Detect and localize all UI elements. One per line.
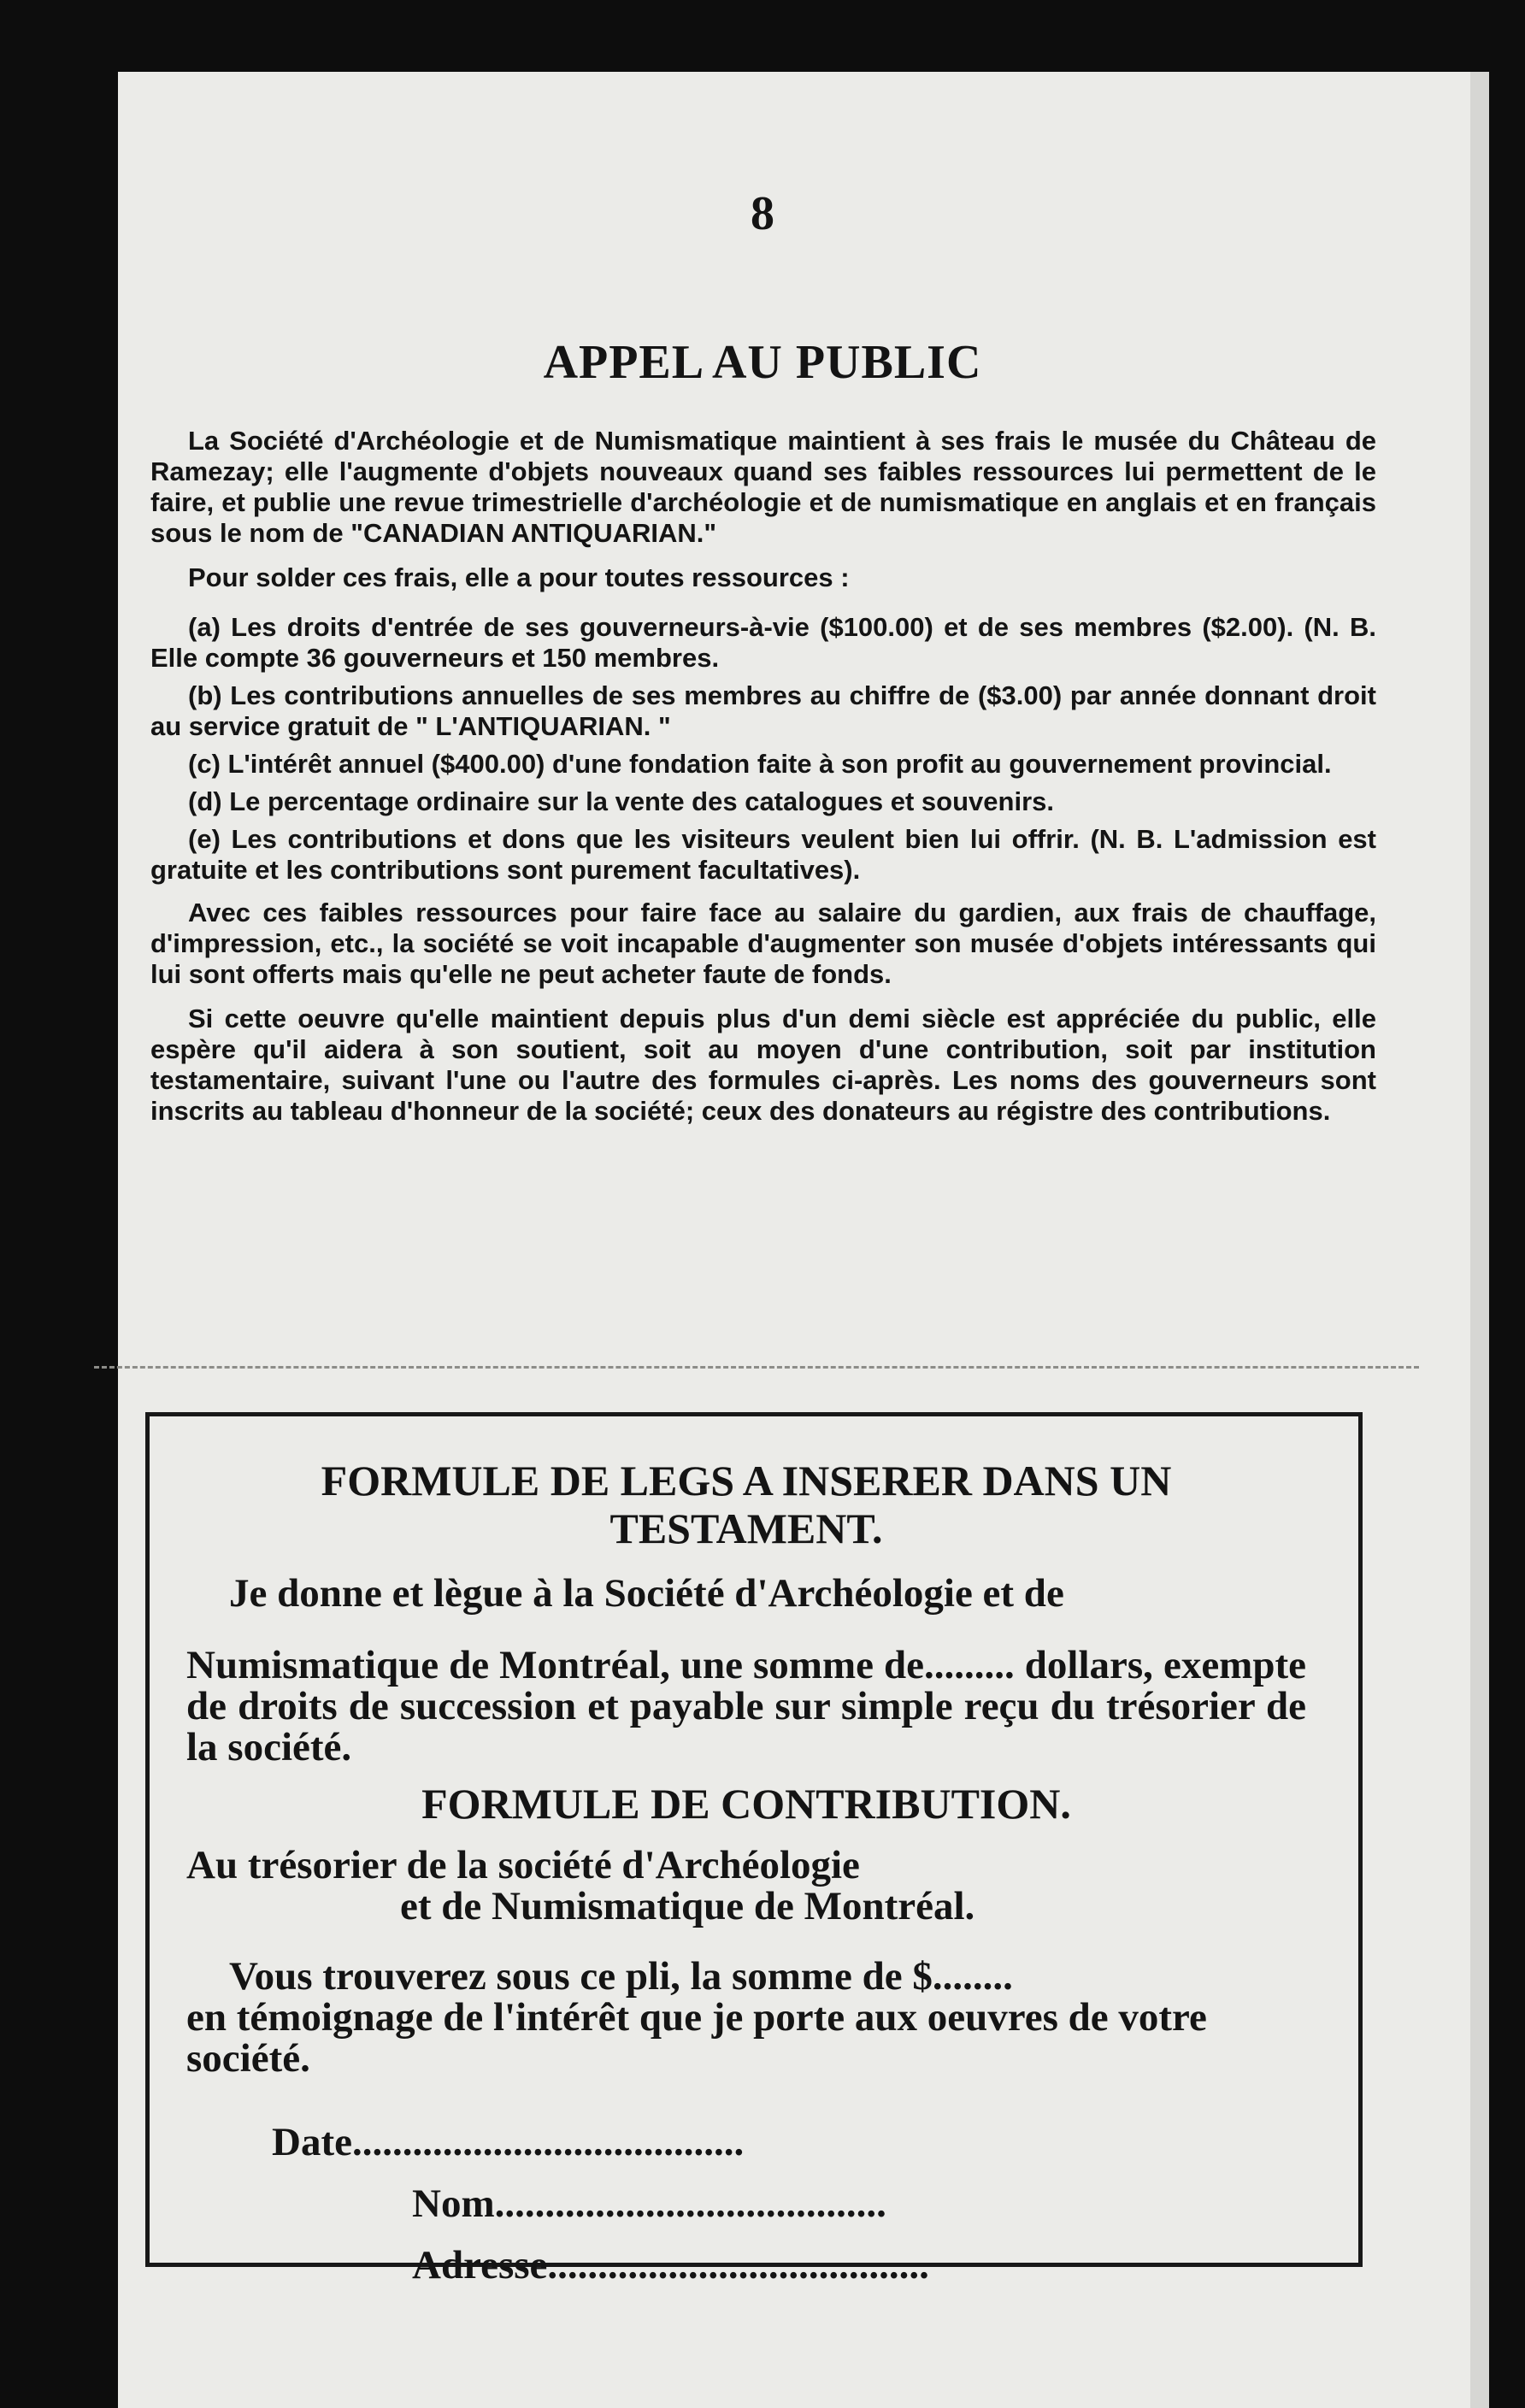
intro-paragraph: La Société d'Archéologie et de Numismatique maintient à ses frais le musée du Château de Ramezay; elle l'augmente d'objets nouveaux quand ses faibles ressources lui permettent de le faire, et publie une revue trimestrielle d'archéologie et de numismatique en anglais et en français sous le nom de "CANADIAN ANTIQUARIAN." — [150, 426, 1376, 548]
page-title: APPEL AU PUBLIC — [543, 336, 982, 389]
resource-item-d: (d) Le percentage ordinaire sur la vente des catalogues et souvenirs. — [188, 786, 1054, 816]
resources-intro: Pour solder ces frais, elle a pour toutes ressources : — [188, 562, 850, 592]
cut-line — [94, 1366, 1419, 1369]
resource-item-b: (b) Les contributions annuelles de ses membres au chiffre de ($3.00) par année donnant droit au service gratuit de " L'ANTIQUARIAN. " — [150, 680, 1376, 741]
contribution-text-line1: Vous trouverez sous ce pli, la somme de $........ — [229, 1954, 1013, 1999]
bequest-text-rest: Numismatique de Montréal, une somme de......... dollars, exempte de droits de succession et payable sur simple reçu du trésorier de la société. — [186, 1643, 1306, 1769]
resource-item-c: (c) L'intérêt annuel ($400.00) d'une fondation faite à son profit au gouvernement provincial. — [188, 749, 1332, 779]
bequest-form-content — [186, 1457, 1306, 2306]
bequest-form-title: FORMULE DE LEGS A INSERER DANS UN TESTAMENT. — [321, 1457, 1172, 1552]
addressee-line2: et de Numismatique de Montréal. — [400, 1884, 975, 1928]
name-field: Nom....................................... — [412, 2181, 886, 2226]
contribution-text — [186, 1956, 1306, 2079]
means-paragraph: Avec ces faibles ressources pour faire face au salaire du gardien, aux frais de chauffage, d'impression, etc., la société se voit incapable d'augmenter son musée d'objets intéressants qui lui sont offerts mais qu'elle ne peut acheter faute de fonds. — [150, 898, 1376, 989]
appeal-paragraph: Si cette oeuvre qu'elle maintient depuis plus d'un demi siècle est appréciée du public, elle espère qu'il aidera à son soutient, soit au moyen d'une contribution, soit par institution testamentaire, suivant l'une ou l'autre des formules ci-après. Les noms des gouverneurs sont inscrits au tableau d'honneur de la société; ceux des donateurs au régistre des contributions. — [150, 1004, 1376, 1126]
bequest-text-line1: Je donne et lègue à la Société d'Archéologie et de — [229, 1571, 1064, 1616]
addressee-line1: Au trésorier de la société d'Archéologie — [186, 1843, 860, 1887]
page-number: 8 — [751, 187, 774, 240]
contribution-text-rest: en témoignage de l'intérêt que je porte aux oeuvres de votre société. — [186, 1995, 1207, 2081]
resource-item-a: (a) Les droits d'entrée de ses gouverneurs-à-vie ($100.00) et de ses membres ($2.00). (N. B. Elle compte 36 gouverneurs et 150 membres. — [150, 612, 1376, 673]
appeal-body — [150, 426, 1376, 1140]
contribution-form-title: FORMULE DE CONTRIBUTION. — [421, 1780, 1071, 1828]
date-field: Date....................................... — [272, 2120, 745, 2164]
page-edge — [1470, 72, 1489, 2408]
resource-item-e: (e) Les contributions et dons que les visiteurs veulent bien lui offrir. (N. B. L'admission est gratuite et les contributions sont purement facultatives). — [150, 824, 1376, 885]
bequest-form-text — [186, 1573, 1306, 1768]
address-field: Adresse...................................... — [412, 2243, 929, 2287]
